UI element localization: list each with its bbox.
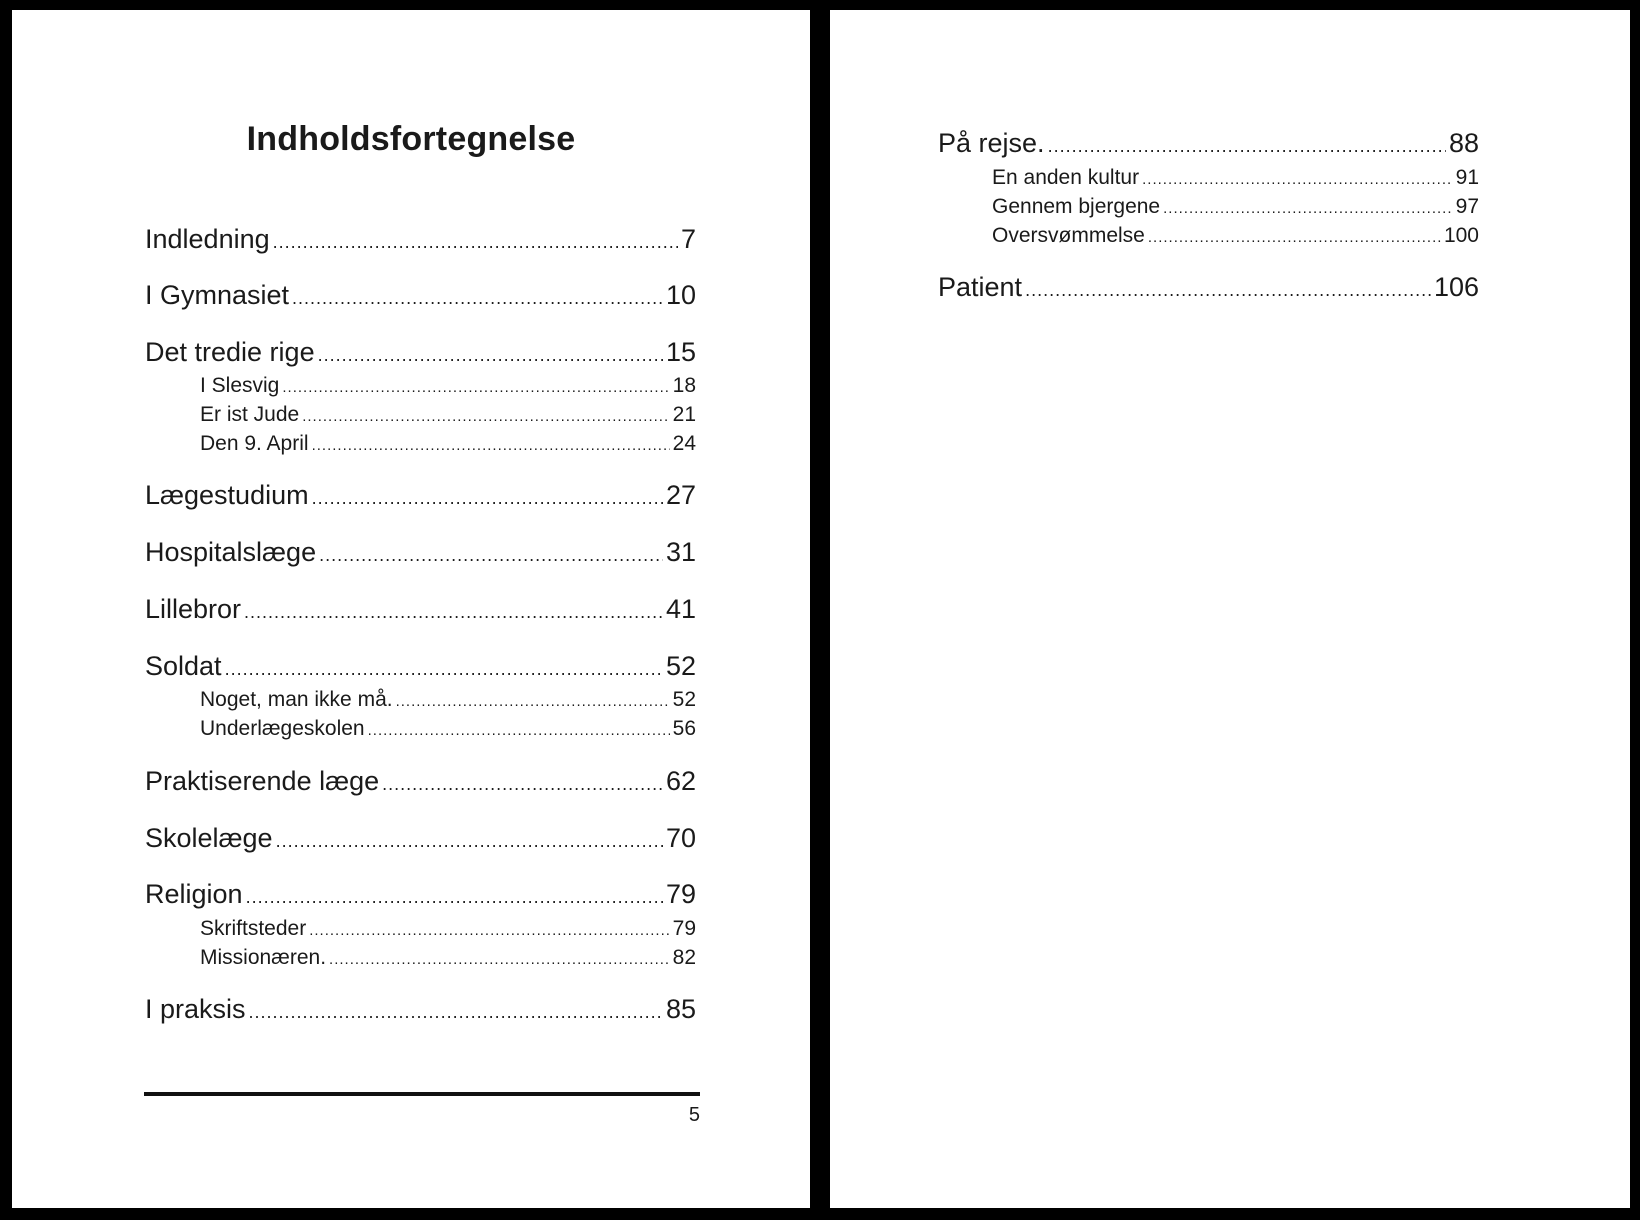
- toc-entry-page: 82: [672, 946, 696, 969]
- toc-entry: [145, 594, 696, 625]
- toc-subentry: [200, 403, 696, 427]
- toc-entry: [938, 128, 1479, 159]
- toc-entry-page: 79: [665, 879, 696, 909]
- toc-entry: [145, 994, 696, 1025]
- toc-entry-label: Oversvømmelse: [992, 224, 1145, 247]
- toc-entry: [145, 480, 696, 511]
- toc-entry-label: I praksis: [145, 994, 246, 1024]
- footer-rule: [144, 1092, 700, 1096]
- toc-subentry: [992, 166, 1479, 190]
- toc-entry-label: Den 9. April: [200, 432, 309, 455]
- toc-leader: [368, 722, 670, 739]
- toc-entry-label: Er ist Jude: [200, 403, 300, 426]
- toc-leader: [382, 774, 663, 795]
- toc-leader: [312, 488, 663, 509]
- toc-entry-page: 88: [1448, 128, 1479, 158]
- toc-entry: [145, 879, 696, 910]
- toc-leader: [292, 288, 663, 309]
- toc-leader: [1048, 136, 1446, 157]
- toc-entry-page: 52: [672, 688, 696, 711]
- toc-entry-label: Religion: [145, 879, 243, 909]
- toc-leader: [319, 545, 663, 566]
- toc-leader: [276, 831, 663, 852]
- toc-entry-label: På rejse.: [938, 128, 1045, 158]
- page-number: 5: [688, 1104, 700, 1126]
- toc-entry-page: 27: [665, 480, 696, 510]
- toc-entry-page: 7: [680, 224, 696, 254]
- toc-leader: [1142, 171, 1453, 188]
- toc-entry-page: 10: [665, 280, 696, 310]
- toc-entry: [145, 224, 696, 255]
- toc-entry-label: Det tredie rige: [145, 337, 315, 367]
- toc-leader: [282, 379, 669, 396]
- toc-entry-page: 18: [672, 374, 696, 397]
- toc-entry-page: 52: [665, 651, 696, 681]
- toc-leader: [312, 437, 670, 454]
- toc-entry-label: I Slesvig: [200, 374, 280, 397]
- toc-leader: [1025, 280, 1431, 301]
- left-page: [12, 10, 810, 1208]
- toc-leader: [244, 602, 663, 623]
- toc-entry-page: 21: [672, 403, 696, 426]
- toc-entry-page: 41: [665, 594, 696, 624]
- toc-entry-label: Gennem bjergene: [992, 195, 1161, 218]
- toc-entry-label: Noget, man ikke må.: [200, 688, 393, 711]
- toc-entry-page: 31: [665, 537, 696, 567]
- toc-subentry: [200, 432, 696, 456]
- toc-subentry: [200, 946, 696, 970]
- right-page: [830, 10, 1630, 1208]
- toc-entry-label: Praktiserende læge: [145, 766, 380, 796]
- toc-leader: [396, 693, 670, 710]
- toc-subentry: [992, 224, 1479, 248]
- toc-leader: [302, 408, 669, 425]
- toc-subentry: [992, 195, 1479, 219]
- toc-leader: [309, 922, 669, 939]
- toc-entry-page: 79: [672, 917, 696, 940]
- toc-entry-label: Lillebror: [145, 594, 242, 624]
- page-title: Indholdsfortegnelse: [246, 120, 576, 158]
- toc-entry-page: 15: [665, 337, 696, 367]
- toc-entry-page: 106: [1433, 272, 1479, 302]
- toc-entry-label: Soldat: [145, 651, 222, 681]
- toc-entry: [145, 280, 696, 311]
- toc-entry: [145, 651, 696, 682]
- toc-entry-page: 56: [672, 717, 696, 740]
- toc-entry: [145, 823, 696, 854]
- toc-subentry: [200, 374, 696, 398]
- toc-entry-page: 91: [1455, 166, 1479, 189]
- toc-leader: [318, 345, 663, 366]
- toc-leader: [329, 951, 670, 968]
- toc-entry-label: I Gymnasiet: [145, 280, 290, 310]
- toc-leader: [246, 887, 663, 908]
- toc-leader: [1163, 200, 1453, 217]
- toc-entry-page: 62: [665, 766, 696, 796]
- toc-leader: [273, 232, 678, 253]
- toc-entry-page: 97: [1455, 195, 1479, 218]
- toc-entry-label: Missionæren.: [200, 946, 327, 969]
- toc-leader: [1148, 229, 1441, 246]
- toc-entry-label: Underlægeskolen: [200, 717, 365, 740]
- toc-entry-page: 85: [665, 994, 696, 1024]
- toc-entry: [145, 337, 696, 368]
- toc-subentry: [200, 917, 696, 941]
- toc-entry-label: Hospitalslæge: [145, 537, 317, 567]
- toc-entry: [145, 766, 696, 797]
- toc-leader: [249, 1002, 663, 1023]
- toc-entry: [938, 272, 1479, 303]
- toc-entry: [145, 537, 696, 568]
- toc-entry-page: 70: [665, 823, 696, 853]
- toc-entry-label: Indledning: [145, 224, 270, 254]
- toc-entry-page: 24: [672, 432, 696, 455]
- toc-entry-page: 100: [1443, 224, 1479, 247]
- toc-entry-label: En anden kultur: [992, 166, 1140, 189]
- toc-entry-label: Lægestudium: [145, 480, 309, 510]
- toc-subentry: [200, 717, 696, 741]
- toc-entry-label: Skriftsteder: [200, 917, 307, 940]
- toc-entry-label: Skolelæge: [145, 823, 273, 853]
- toc-leader: [225, 659, 663, 680]
- toc-entry-label: Patient: [938, 272, 1023, 302]
- toc-subentry: [200, 688, 696, 712]
